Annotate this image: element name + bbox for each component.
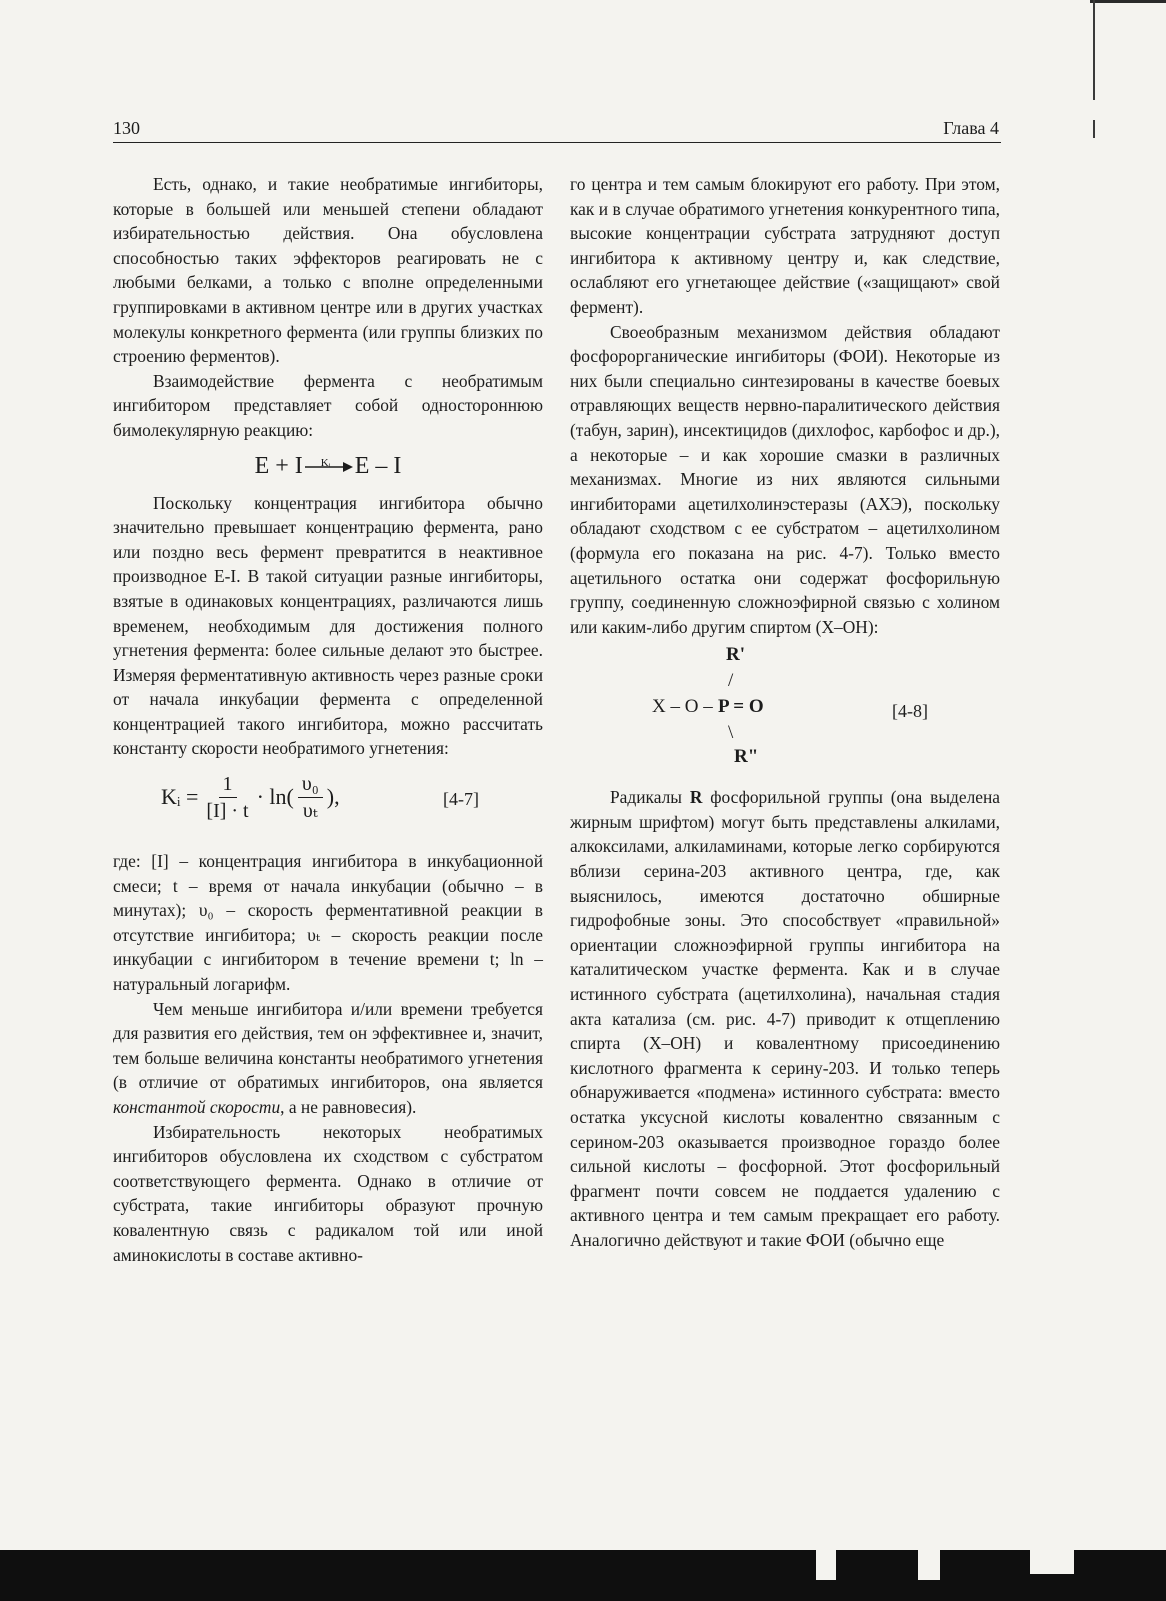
- fraction-denominator: [I] · t: [206, 800, 249, 823]
- left-column: [113, 172, 543, 1267]
- paragraph: Своеобразным механизмом действия обладают фосфорорганические ингибиторы (ФОИ). Некоторые из них были специально синтезированы в качестве боевых отравляющих веществ нервно-паралитического действия (табун, зарин), инсектицидов (дихлофос, карбофос и др.), а некоторые – и как хорошие смазки в различных механизмах. Многие из них являются сильными ингибиторами ацетилхолинэстеразы (АХЭ), поскольку обладают сходством с ее субстратом – ацетилхолином (формула его показана на рис. 4-7). Только вместо ацетильного остатка они содержат фосфорильную группу, соединенную сложноэфирной связью с холином или каким-либо другим спиртом (X–OH):: [570, 321, 1000, 637]
- equation-lhs: Kᵢ =: [161, 784, 199, 810]
- scan-bottom-edge: [0, 1550, 1166, 1601]
- page-number: 130: [113, 118, 140, 138]
- closing-paren: ),: [326, 784, 340, 810]
- rate-constant-label: Kᵢ: [320, 456, 331, 469]
- page-header: [113, 118, 1001, 143]
- fraction: [202, 771, 252, 824]
- equation-number: [4-8]: [892, 701, 928, 722]
- equation-reactants: E + I: [254, 453, 303, 480]
- arrow-icon: [305, 461, 353, 473]
- scan-gap: [918, 1550, 940, 1580]
- emphasis-text: константой скорости: [113, 1097, 281, 1117]
- scan-edge-right-2: [1093, 120, 1095, 138]
- scan-edge-top: [1090, 0, 1166, 3]
- paragraph: Взаимодействие фермента с необратимым ингибитором представляет собой одностороннюю бимолекулярную реакцию:: [113, 370, 543, 440]
- paragraph: [570, 785, 1000, 1252]
- fraction: [298, 771, 323, 824]
- scan-gap: [1030, 1550, 1074, 1574]
- rate-constant-equation: [113, 761, 543, 849]
- phosphoryl-structure-formula: [570, 643, 1000, 785]
- ln-operator: · ln(: [256, 784, 294, 810]
- text-run: Радикалы: [610, 787, 690, 808]
- formula-main-left: X – O –: [652, 696, 713, 718]
- bond-backslash: \: [728, 722, 734, 744]
- right-column: [570, 172, 1000, 1253]
- text-run: Чем меньше ингибитора и/или времени требуется для развития его действия, тем он эффективнее и, значит, тем больше величина константы необратимого угнетения (в отличие от обратимых ингибиторов, она является: [113, 998, 543, 1093]
- fraction-denominator: υₜ: [302, 800, 318, 823]
- fraction-numerator: υ₀: [298, 771, 323, 798]
- paragraph: Избирательность некоторых необратимых ингибиторов обусловлена их сходством с субстратом соответствующего фермента. Однако в отличие от субстрата, такие ингибиторы образуют прочную ковалентную связь с радикалом той или иной аминокислоты в составе активно-: [113, 1121, 543, 1265]
- radical-r2: R": [734, 746, 759, 768]
- bond-slash: /: [728, 670, 734, 692]
- text-run: фосфорильной группы (она выделена жирным шрифтом) могут быть представлены алкилами, алкоксилами, алкиламинами, которые легко сорбируются вблизи серина-203 активного центра, где, как выяснилось, имеются достаточно обширные гидрофобные зоны. Это способствует «правильной» ориентации сложноэфирной группы ингибитора на каталитическом участке фермента. Как и в случае истинного субстрата (ацетилхолина), начальная стадия акта катализа (см. рис. 4-7) приводит к отщеплению спирта (X–OH) и ковалентному присоединению кислотного фрагмента к серину-203. И только теперь обнаруживается «подмена» истинного субстрата: вместо остатка уксусной кислоты ковалентно связанным с серином-203 оказывается производное гораздо более сильной кислоты – фосфорной. Этот фосфорильный фрагмент почти совсем не поддается удалению с активного центра и тем самым прекращает его работу. Аналогично действуют и такие ФОИ (обычно еще: [570, 787, 1000, 1250]
- paragraph: [113, 997, 543, 1120]
- text-run: , а не равновесия).: [280, 1097, 417, 1117]
- fraction-numerator: 1: [219, 771, 237, 798]
- equation-product: E – I: [354, 453, 402, 480]
- scan-gap: [816, 1550, 836, 1580]
- scan-edge-right: [1093, 0, 1095, 100]
- chapter-title: Глава 4: [943, 118, 999, 138]
- equation-number: [4-7]: [443, 789, 479, 810]
- formula-main-phosphoryl: P = O: [718, 696, 764, 718]
- paragraph: го центра и тем самым блокируют его работу. При этом, как и в случае обратимого угнетения конкурентного типа, высокие концентрации субстрата затрудняют доступ ингибитора к активному центру и, как следствие, ослабляют его угнетающее действие («защищают» свой фермент).: [570, 174, 1000, 317]
- paragraph: Поскольку концентрация ингибитора обычно значительно превышает концентрацию фермента, рано или поздно весь фермент превратится в неактивное производное E-I. В такой ситуации разные ингибиторы, взятые в одинаковых концентрациях, различаются лишь временем, необходимым для достижения полного угнетения фермента: более сильные делают это быстрее. Измеряя ферментативную активность через разные сроки от начала инкубации фермента с определенной концентрацией такого ингибитора, можно рассчитать константу скорости необратимого угнетения:: [113, 492, 543, 759]
- paragraph: Есть, однако, и такие необратимые ингибиторы, которые в большей или меньшей степени обладают избирательностью действия. Она обусловлена способностью таких эффекторов реагировать не с любыми белками, а только с вполне определенными группировками в активном центре или в других участках молекулы конкретного фермента (или группы близких по строению ферментов).: [113, 174, 543, 367]
- reaction-arrow: [305, 455, 353, 479]
- radical-r1: R': [726, 644, 745, 666]
- bold-radical-r: R: [689, 787, 703, 808]
- reaction-equation: [113, 443, 543, 491]
- paragraph: где: [I] – концентрация ингибитора в инкубационной смеси; t – время от начала инкубации (обычно – в минутах); υ₀ – скорость ферментативной реакции в отсутствие ингибитора; υₜ – скорость реакции после инкубации с ингибитором в течение времени t; ln – натуральный логарифм.: [113, 851, 543, 995]
